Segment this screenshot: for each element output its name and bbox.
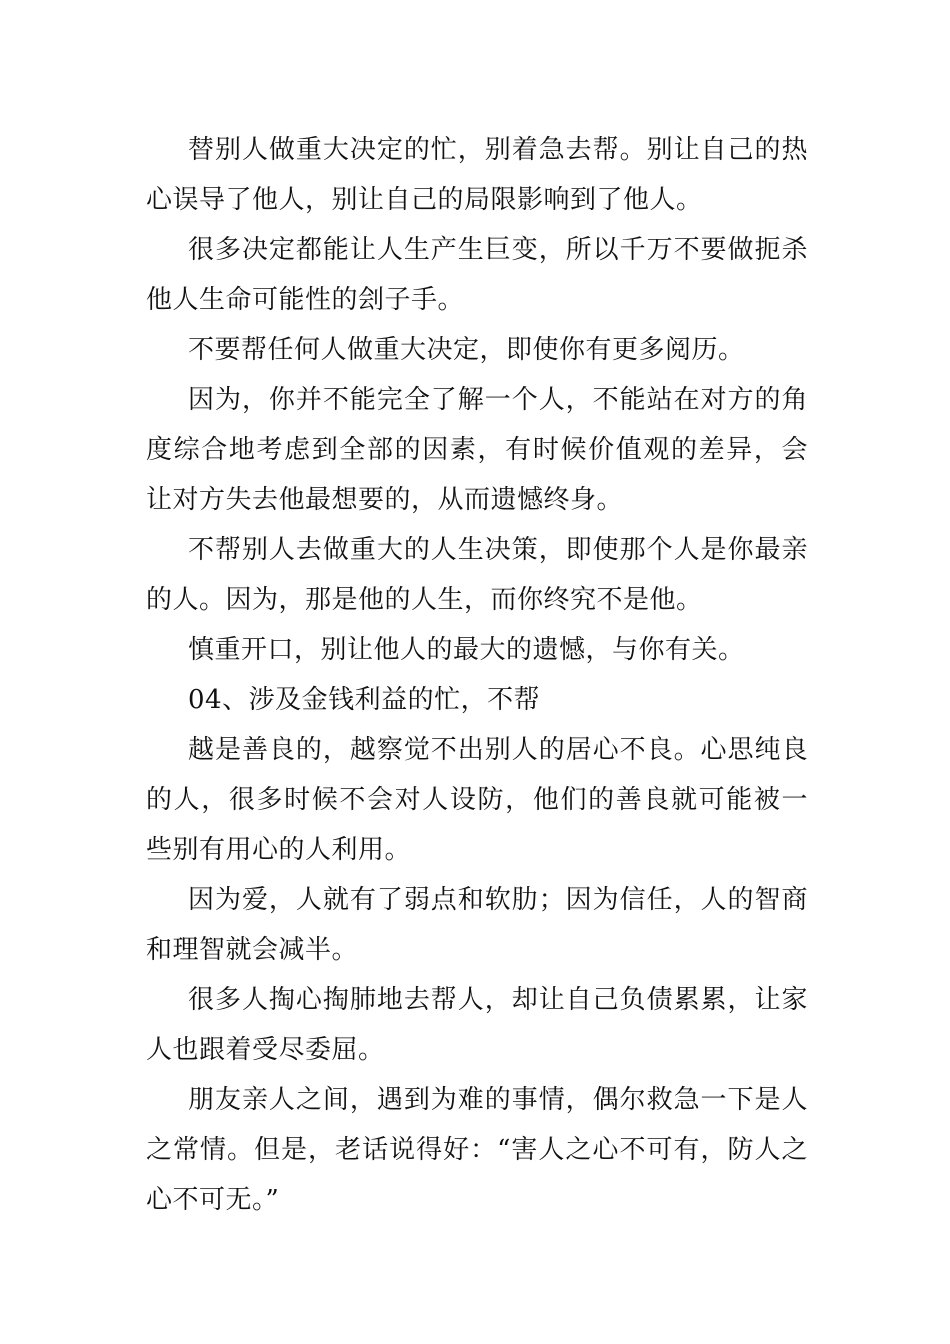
section-heading: 04、涉及金钱利益的忙，不帮 <box>188 685 541 715</box>
paragraph: 不帮别人去做重大的人生决策，即使那个人是你最亲的人。因为，那是他的人生，而你终究不是他。 <box>146 535 808 615</box>
paragraph: 因为，你并不能完全了解一个人，不能站在对方的角度综合地考虑到全部的因素，有时候价值观的差异，会让对方失去他最想要的，从而遗憾终身。 <box>146 385 808 515</box>
paragraph: 朋友亲人之间，遇到为难的事情，偶尔救急一下是人之常情。但是，老话说得好：“害人之心不可有，防人之心不可无。” <box>146 1085 808 1215</box>
paragraph: 越是善良的，越察觉不出别人的居心不良。心思纯良的人，很多时候不会对人设防，他们的善良就可能被一些别有用心的人利用。 <box>146 735 808 865</box>
paragraph: 不要帮任何人做重大决定，即使你有更多阅历。 <box>188 335 745 365</box>
paragraph: 替别人做重大决定的忙，别着急去帮。别让自己的热心误导了他人，别让自己的局限影响到了他人。 <box>146 135 808 215</box>
paragraph: 慎重开口，别让他人的最大的遗憾，与你有关。 <box>188 635 745 665</box>
document-body <box>146 125 808 1225</box>
paragraph: 因为爱，人就有了弱点和软肋；因为信任，人的智商和理智就会减半。 <box>146 885 808 965</box>
paragraph: 很多人掏心掏肺地去帮人，却让自己负债累累，让家人也跟着受尽委屈。 <box>146 985 808 1065</box>
paragraph: 很多决定都能让人生产生巨变，所以千万不要做扼杀他人生命可能性的刽子手。 <box>146 235 808 315</box>
